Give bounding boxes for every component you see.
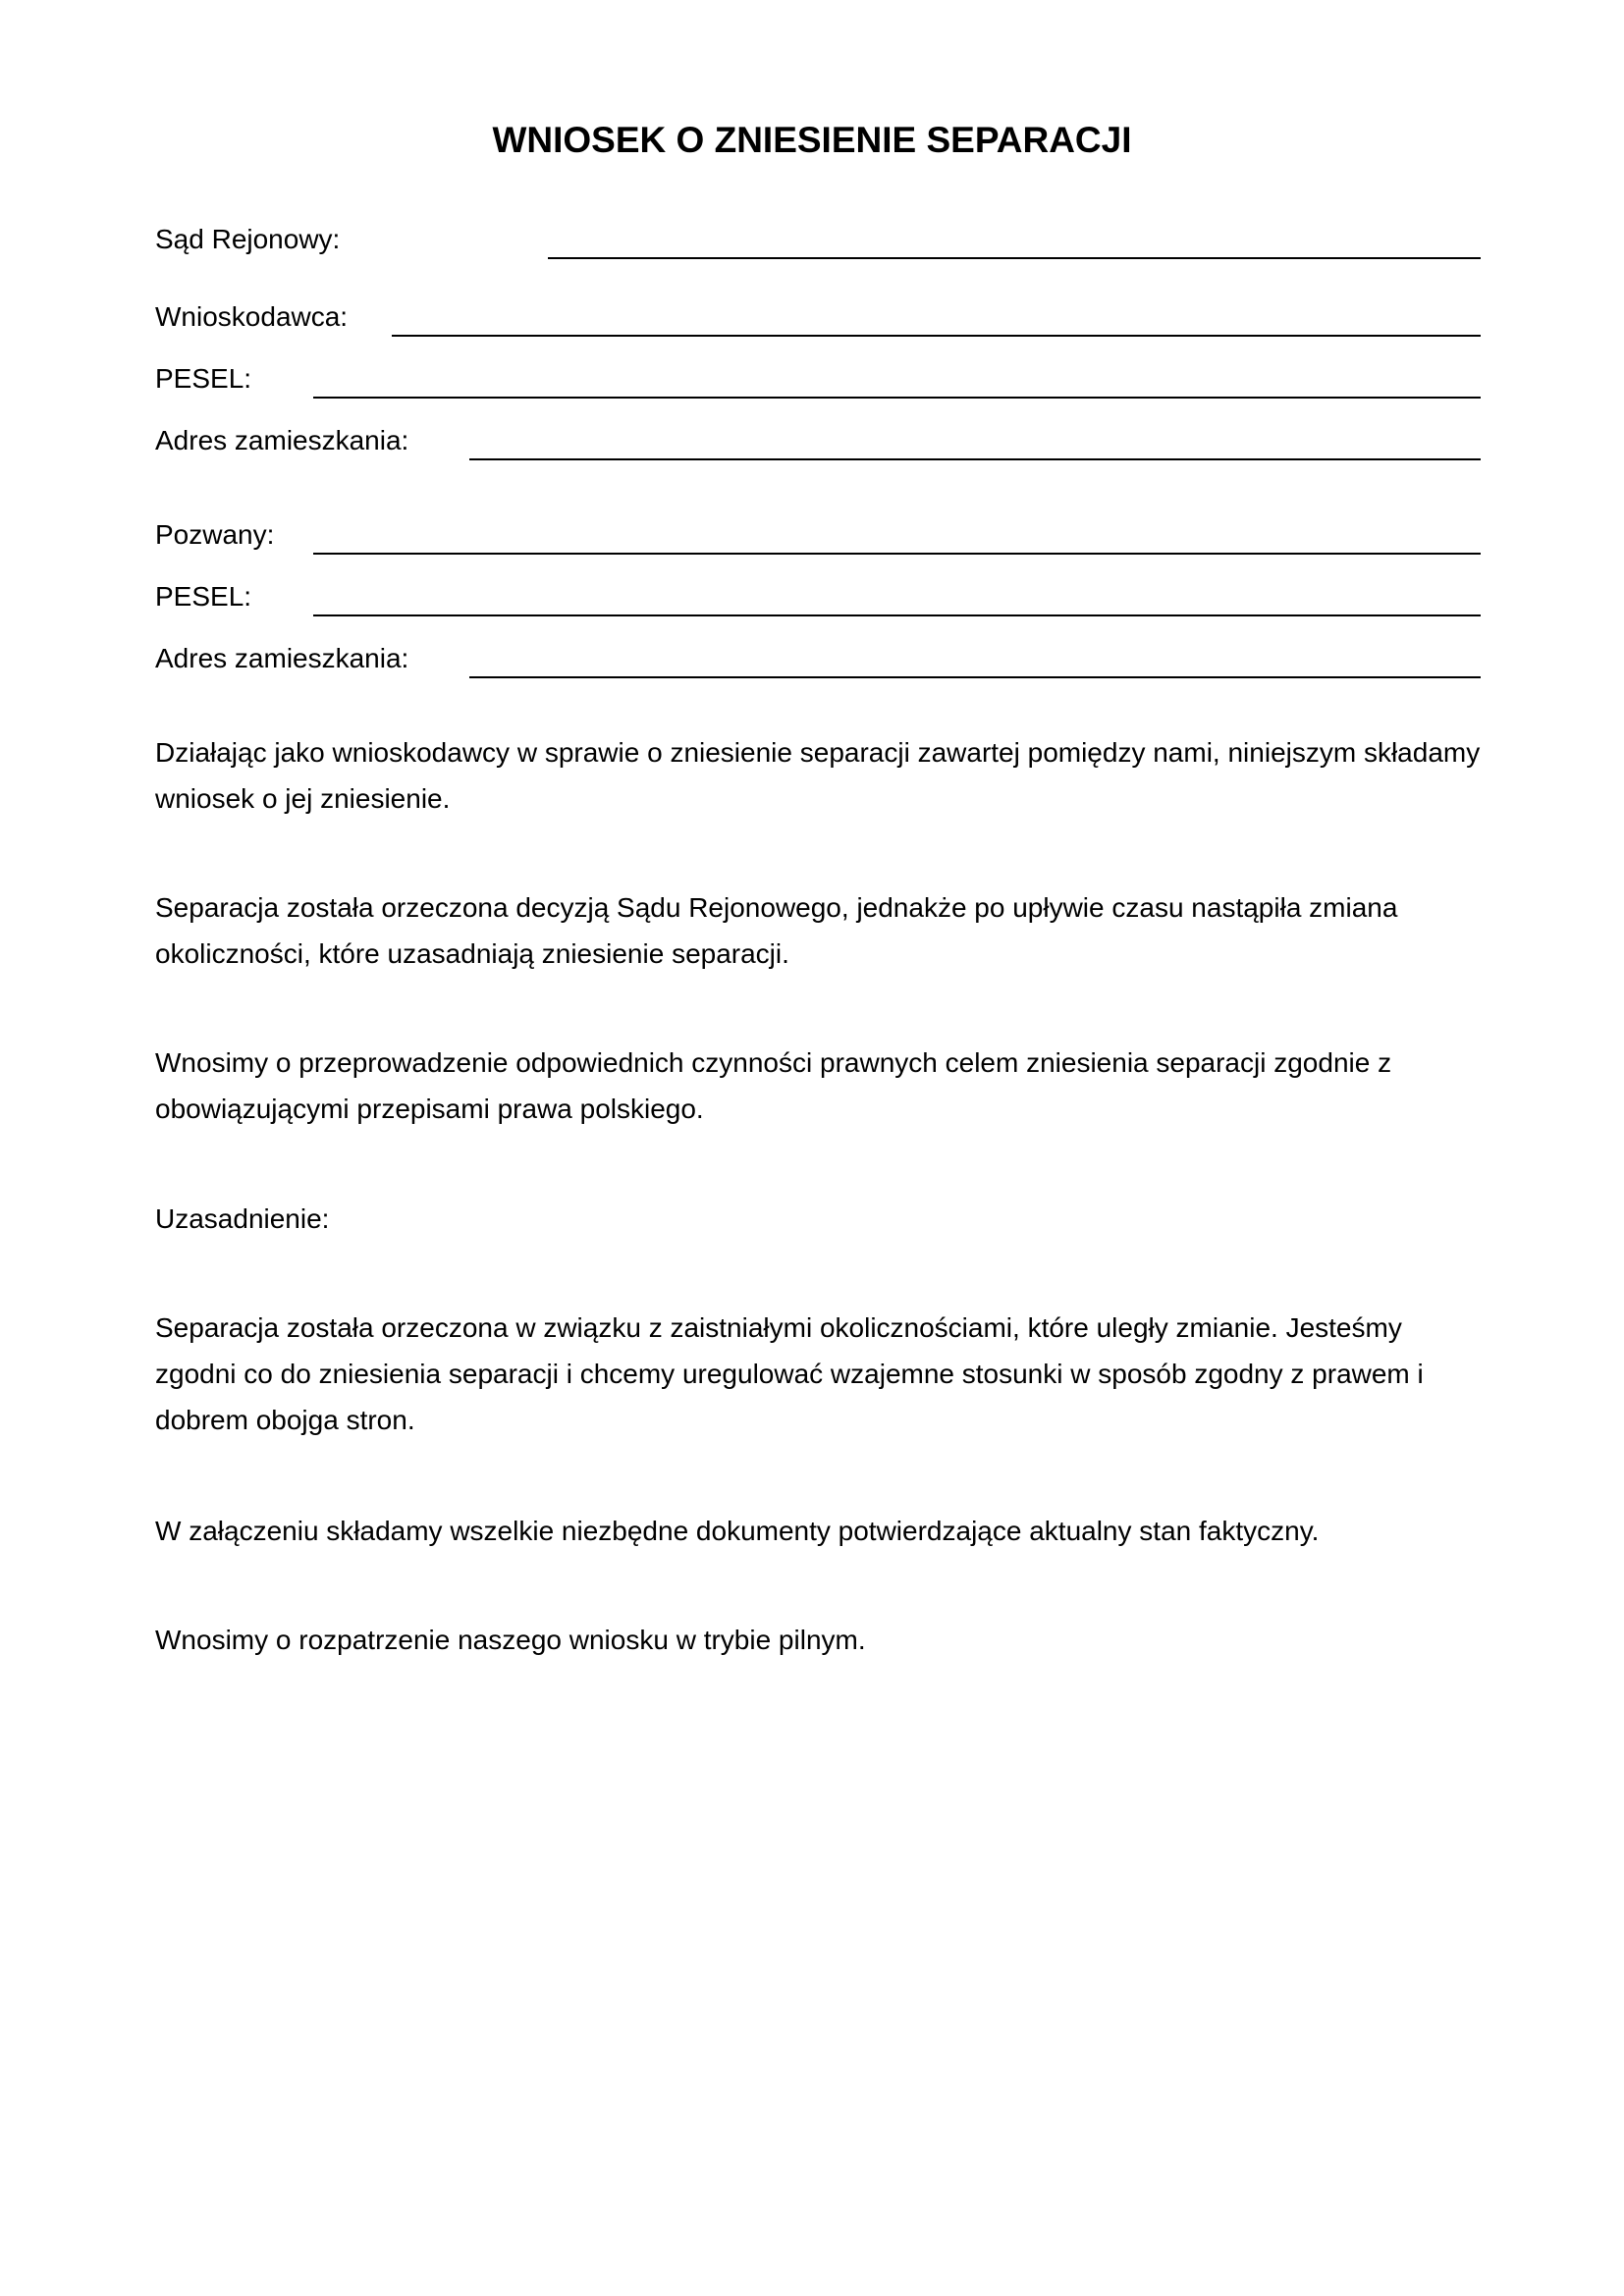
applicant-pesel-field [155, 359, 1481, 399]
applicant-address-field [155, 421, 1481, 460]
paragraph-attachments: W załączeniu składamy wszelkie niezbędne dokumenty potwierdzające aktualny stan faktyczny. [155, 1516, 1320, 1546]
court-input-line[interactable] [548, 257, 1481, 259]
applicant-pesel-label: PESEL: [155, 363, 252, 394]
paragraph-urgent: Wnosimy o rozpatrzenie naszego wniosku w trybie pilnym. [155, 1625, 866, 1655]
applicant-name-input-line[interactable] [392, 335, 1481, 337]
respondent-name-label: Pozwany: [155, 519, 275, 550]
respondent-pesel-label: PESEL: [155, 581, 252, 612]
paragraph-justification: Separacja została orzeczona w związku z zaistniałymi okolicznościami, które uległy zmianie. Jesteśmy zgodni co do zniesienia separacji i chcemy uregulować wzajemne stosunki w sposób zgodny z prawem i dobrem obojga stron. [155, 1312, 1424, 1435]
applicant-name-label: Wnioskodawca: [155, 301, 349, 332]
applicant-address-input-line[interactable] [469, 458, 1481, 460]
court-field [155, 220, 1481, 259]
respondent-name-input-line[interactable] [313, 553, 1481, 555]
applicant-pesel-input-line[interactable] [313, 397, 1481, 399]
respondent-address-label: Adres zamieszkania: [155, 643, 409, 673]
justification-heading: Uzasadnienie: [155, 1203, 330, 1234]
document-title: WNIOSEK O ZNIESIENIE SEPARACJI [492, 120, 1132, 160]
applicant-address-label: Adres zamieszkania: [155, 425, 409, 455]
court-label: Sąd Rejonowy: [155, 224, 341, 254]
respondent-name-field [155, 515, 1481, 555]
paragraph-circumstances: Separacja została orzeczona decyzją Sądu Rejonowego, jednakże po upływie czasu nastąpiła zmiana okoliczności, które uzasadniają zniesienie separacji. [155, 892, 1398, 969]
respondent-address-input-line[interactable] [469, 676, 1481, 678]
respondent-pesel-input-line[interactable] [313, 614, 1481, 616]
respondent-pesel-field [155, 577, 1481, 616]
paragraph-intro: Działając jako wnioskodawcy w sprawie o zniesienie separacji zawartej pomiędzy nami, niniejszym składamy wniosek o jej zniesienie. [155, 737, 1481, 814]
paragraph-request: Wnosimy o przeprowadzenie odpowiednich czynności prawnych celem zniesienia separacji zgodnie z obowiązującymi przepisami prawa polskiego. [155, 1047, 1392, 1124]
respondent-address-field [155, 639, 1481, 678]
applicant-name-field [155, 297, 1481, 337]
